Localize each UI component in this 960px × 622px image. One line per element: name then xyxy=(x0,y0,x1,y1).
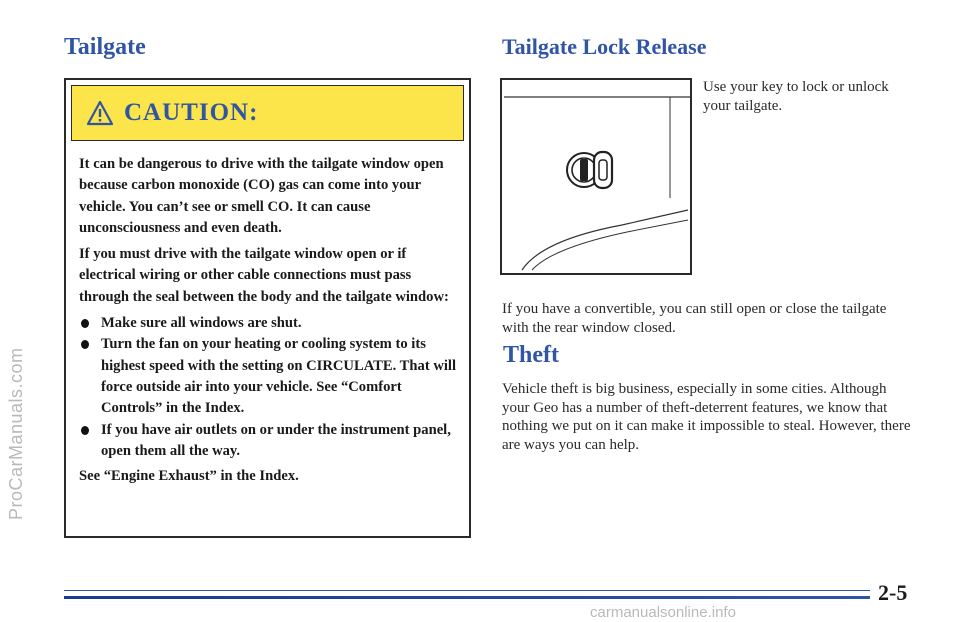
caution-bullet: Turn the fan on your heating or cooling system to its highest speed with the setting on CIRCULATE. That will force outside air into your vehicle. See “Comfort Controls” in the Index. xyxy=(79,334,459,419)
section-title-tailgate-lock-release: Tailgate Lock Release xyxy=(502,34,707,59)
section-title-tailgate: Tailgate xyxy=(64,34,146,60)
convertible-note: If you have a convertible, you can still open or close the tailgate with the rear window closed. xyxy=(502,301,887,336)
caution-paragraph: It can be dangerous to drive with the tailgate window open because carbon monoxide (CO) gas can come into your vehicle. You can’t see or smell CO. It can cause unconsciousness and even death. xyxy=(79,156,444,236)
bottom-watermark: carmanualsonline.info xyxy=(590,604,736,621)
page-number: 2-5 xyxy=(878,580,908,605)
caution-bullet: Make sure all windows are shut. xyxy=(79,313,459,334)
footer-rule-thin xyxy=(64,590,870,591)
footer-rule xyxy=(64,596,870,599)
tailgate-lock-illustration xyxy=(500,78,692,275)
side-watermark: ProCarManuals.com xyxy=(6,347,26,520)
caution-body xyxy=(79,154,459,492)
caution-bullet: If you have air outlets on or under the instrument panel, open them all the way. xyxy=(79,420,459,463)
caution-paragraph: If you must drive with the tailgate window open or if electrical wiring or other cable connections must pass through the seal between the body and the tailgate window: xyxy=(79,246,449,305)
caution-banner xyxy=(71,85,464,141)
key-in-lock-icon xyxy=(502,80,690,273)
caution-box xyxy=(64,78,471,538)
caution-bullet-list xyxy=(79,313,459,462)
warning-triangle-icon xyxy=(86,100,114,126)
theft-paragraph: Vehicle theft is big business, especially in some cities. Although your Geo has a number of theft-deterrent features, we know that nothing we put on it can make it impossible to steal. However, there are ways you can help. xyxy=(502,381,911,453)
caution-footer: See “Engine Exhaust” in the Index. xyxy=(79,468,299,485)
caution-label: CAUTION: xyxy=(124,99,259,126)
lock-instructions: Use your key to lock or unlock your tailgate. xyxy=(703,79,889,114)
section-title-theft: Theft xyxy=(503,342,559,368)
